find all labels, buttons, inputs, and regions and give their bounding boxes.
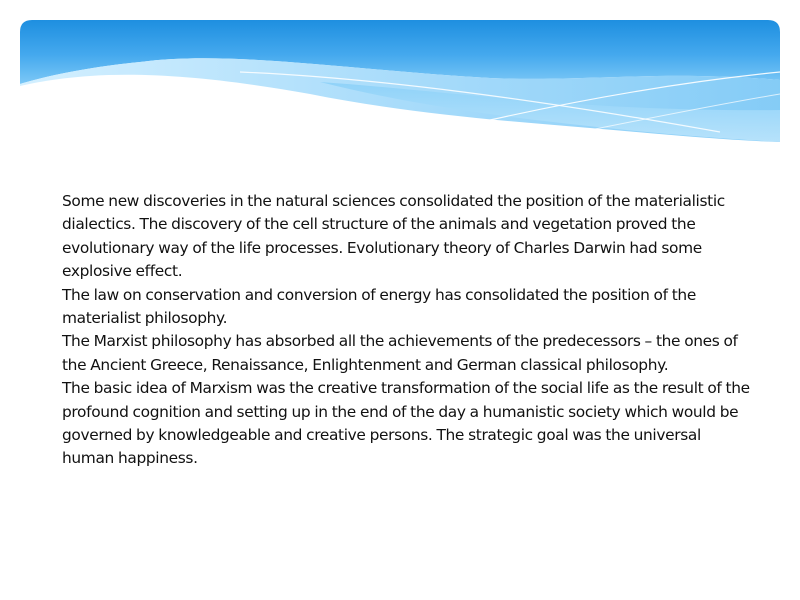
paragraph: The Marxist philosophy has absorbed all the achievements of the predecessors – the ones of the Ancient Greece, Renaissance, Enlightenment and German classical philosophy. <box>62 332 738 374</box>
paragraph: The basic idea of Marxism was the creative transformation of the social life as the result of the profound cognition and setting up in the end of the day a humanistic society which would be governed by knowledgeable and creative persons. The strategic goal was the universal human happiness. <box>62 379 750 468</box>
paragraph: Some new discoveries in the natural sciences consolidated the position of the materialistic dialectics. The discovery of the cell structure of the animals and vegetation proved the evolutionary way of the life processes. Evolutionary theory of Charles Darwin had some explosive effect. <box>62 192 725 281</box>
header-wave-decoration <box>20 20 780 145</box>
body-text <box>62 190 752 471</box>
paragraph: The law on conservation and conversion of energy has consolidated the position of the materialist philosophy. <box>62 285 696 328</box>
